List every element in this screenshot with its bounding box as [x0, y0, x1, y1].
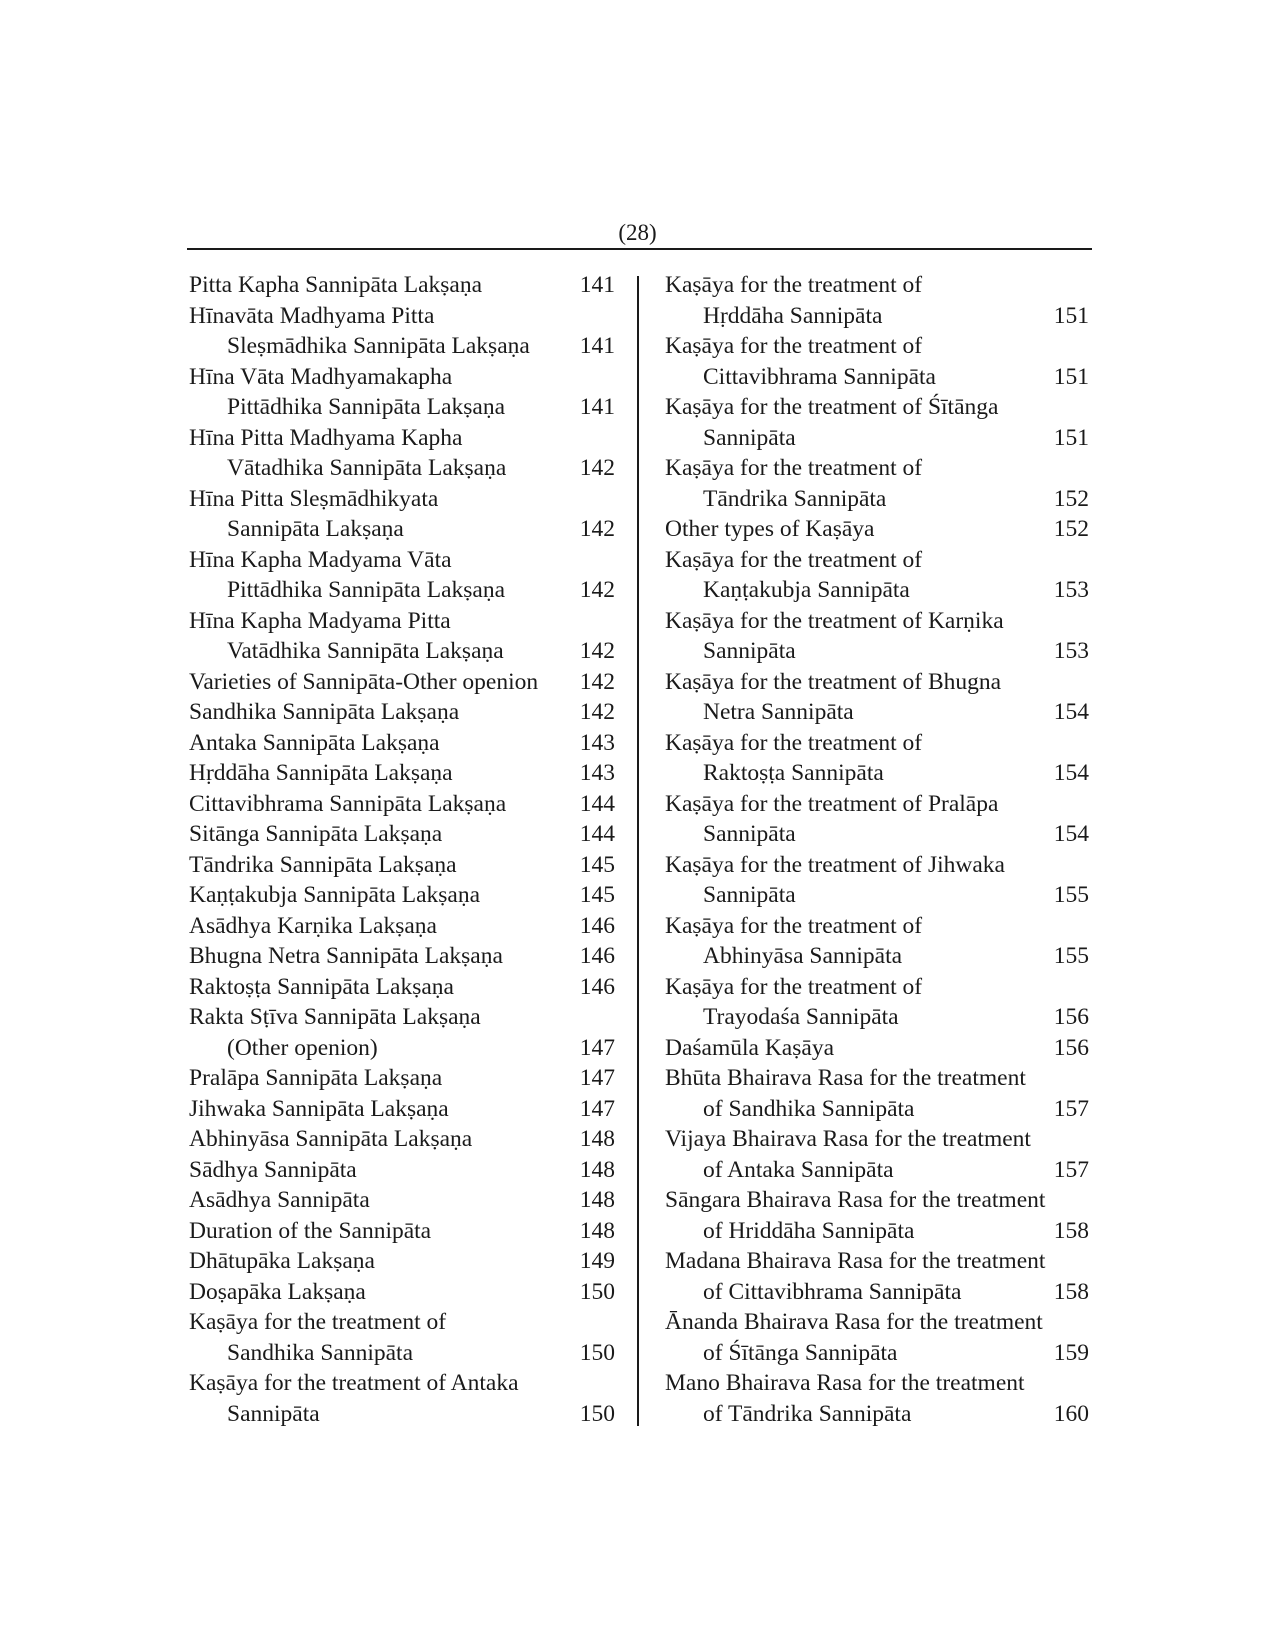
toc-entry-page: 141	[579, 333, 615, 359]
toc-entry	[189, 423, 615, 484]
toc-entry-page: 158	[1053, 1278, 1089, 1305]
toc-entry-page: 159	[1053, 1339, 1089, 1366]
toc-entry-page: 151	[1053, 363, 1089, 390]
toc-entry-title: Kaṣāya for the treatment of	[189, 1309, 447, 1335]
toc-entry-title: Pralāpa Sannipāta Lakṣaṇa	[189, 1065, 443, 1091]
toc-entry-title: Antaka Sannipāta Lakṣaṇa	[189, 729, 440, 756]
toc-entry-title: Rakta Sṭīva Sannipāta Lakṣaṇa	[189, 1004, 481, 1030]
toc-entry	[189, 880, 615, 911]
toc-entry	[665, 1185, 1089, 1246]
toc-entry-page: 143	[579, 760, 615, 786]
toc-right-column	[665, 270, 1089, 1429]
toc-entry-title: Cittavibhrama Sannipāta	[703, 363, 936, 390]
toc-entry-title: Kaṣāya for the treatment of	[665, 973, 923, 1000]
toc-entry	[665, 972, 1089, 1033]
toc-entry	[189, 606, 615, 667]
toc-entry-title: Jihwaka Sannipāta Lakṣaṇa	[189, 1095, 449, 1122]
toc-entry	[665, 270, 1089, 331]
toc-entry-page: 144	[579, 790, 615, 817]
toc-entry-title: Vijaya Bhairava Rasa for the treatment	[665, 1126, 1031, 1152]
toc-entry	[665, 667, 1089, 728]
toc-entry	[665, 728, 1089, 789]
toc-entry-title: Cittavibhrama Sannipāta Lakṣaṇa	[189, 790, 507, 817]
toc-entry	[189, 667, 615, 698]
toc-entry-title: Hīna Kapha Madyama Vāta	[189, 546, 452, 573]
toc-entry	[189, 1002, 615, 1063]
toc-entry-page: 153	[1053, 638, 1089, 664]
toc-entry-title: Asādhya Sannipāta	[189, 1187, 370, 1213]
toc-entry-title: Doṣapāka Lakṣaṇa	[189, 1278, 366, 1305]
toc-entry-title: Tāndrika Sannipāta	[703, 485, 887, 512]
toc-entry-title: Kaṇṭakubja Sannipāta	[703, 577, 910, 603]
toc-entry-title: Sandhika Sannipāta Lakṣaṇa	[189, 699, 460, 725]
toc-entry-title: Sitānga Sannipāta Lakṣaṇa	[189, 821, 443, 847]
toc-entry-page: 147	[579, 1095, 615, 1122]
toc-entry-title: Kaṣāya for the treatment of	[665, 455, 923, 481]
toc-entry-page: 156	[1053, 1004, 1089, 1030]
toc-entry-page: 154	[1053, 821, 1089, 847]
toc-entry	[665, 1246, 1089, 1307]
toc-entry-title: Sannipāta	[703, 638, 796, 664]
toc-entry	[189, 1368, 615, 1429]
toc-entry-title: Pittādhika Sannipāta Lakṣaṇa	[227, 577, 506, 603]
toc-entry	[665, 514, 1089, 545]
toc-entry-page: 147	[579, 1034, 615, 1061]
toc-entry	[665, 1368, 1089, 1429]
toc-entry	[189, 301, 615, 362]
toc-entry-title: Hīna Kapha Madyama Pitta	[189, 607, 451, 634]
toc-entry-title: (Other openion)	[227, 1034, 378, 1061]
toc-entry-title: Sāngara Bhairava Rasa for the treatment	[665, 1187, 1046, 1213]
toc-entry-title: of Śītānga Sannipāta	[703, 1339, 898, 1366]
toc-entry-title: Vatādhika Sannipāta Lakṣaṇa	[227, 638, 504, 664]
toc-entry	[665, 331, 1089, 392]
toc-entry-title: Tāndrika Sannipāta Lakṣaṇa	[189, 851, 457, 878]
toc-entry-title: Kaṣāya for the treatment of	[665, 272, 923, 298]
toc-entry	[189, 697, 615, 728]
toc-entry-title: Mano Bhairava Rasa for the treatment	[665, 1370, 1025, 1396]
toc-entry	[189, 911, 615, 942]
toc-entry-page: 150	[579, 1339, 615, 1366]
toc-entry-page: 150	[579, 1400, 615, 1427]
toc-entry-page: 142	[579, 577, 615, 603]
toc-entry	[665, 911, 1089, 972]
toc-entry-title: Varieties of Sannipāta-Other openion	[189, 668, 539, 695]
toc-entry-page: 141	[579, 272, 615, 298]
toc-entry-title: of Hriddāha Sannipāta	[703, 1217, 915, 1244]
toc-entry-page: 154	[1053, 699, 1089, 725]
toc-entry	[189, 789, 615, 820]
toc-entry	[665, 789, 1089, 850]
toc-entry-page: 141	[579, 394, 615, 420]
column-divider	[637, 276, 639, 1426]
toc-entry-title: Bhūta Bhairava Rasa for the treatment	[665, 1065, 1026, 1091]
toc-entry-page: 142	[579, 668, 615, 695]
toc-entry-title: Duration of the Sannipāta	[189, 1217, 432, 1244]
toc-entry-page: 146	[579, 943, 615, 969]
toc-entry-title: Raktoṣṭa Sannipāta	[703, 760, 884, 786]
toc-entry	[189, 545, 615, 606]
toc-entry-title: Trayodaśa Sannipāta	[703, 1004, 899, 1030]
toc-entry	[189, 758, 615, 789]
toc-entry-page: 151	[1053, 424, 1089, 451]
toc-entry-title: of Tāndrika Sannipāta	[703, 1400, 912, 1427]
toc-entry-title: Pittādhika Sannipāta Lakṣaṇa	[227, 394, 506, 420]
toc-entry	[189, 1307, 615, 1368]
toc-entry	[189, 1094, 615, 1125]
header-rule	[187, 248, 1092, 250]
toc-entry-title: Sannipāta	[703, 821, 796, 847]
toc-entry-title: Hṛddāha Sannipāta Lakṣaṇa	[189, 760, 453, 786]
toc-entry-title: Vātadhika Sannipāta Lakṣaṇa	[227, 455, 507, 481]
toc-entry-title: Kaṣāya for the treatment of	[665, 729, 923, 756]
toc-entry	[189, 1246, 615, 1277]
toc-entry-title: Hīna Vāta Madhyamakapha	[189, 363, 453, 390]
toc-entry-title: Kaṇṭakubja Sannipāta Lakṣaṇa	[189, 882, 481, 908]
toc-entry	[665, 1307, 1089, 1368]
toc-entry-page: 147	[579, 1065, 615, 1091]
toc-entry-page: 155	[1053, 943, 1089, 969]
toc-entry-page: 160	[1053, 1400, 1089, 1427]
toc-entry	[189, 941, 615, 972]
toc-entry-title: Sannipāta Lakṣaṇa	[227, 516, 404, 542]
toc-entry-title: Kaṣāya for the treatment of Antaka	[189, 1370, 519, 1396]
toc-entry	[189, 850, 615, 881]
toc-entry-page: 146	[579, 912, 615, 939]
toc-entry-page: 154	[1053, 760, 1089, 786]
toc-entry-page: 142	[579, 638, 615, 664]
toc-entry	[665, 1063, 1089, 1124]
toc-entry-title: Madana Bhairava Rasa for the treatment	[665, 1248, 1046, 1274]
toc-entry-page: 145	[579, 851, 615, 878]
toc-entry	[189, 1277, 615, 1308]
toc-entry-title: Netra Sannipāta	[703, 699, 854, 725]
toc-entry-title: Kaṣāya for the treatment of Jihwaka	[665, 851, 1005, 878]
toc-entry	[189, 728, 615, 759]
toc-entry-page: 155	[1053, 882, 1089, 908]
toc-entry	[665, 392, 1089, 453]
toc-entry-page: 151	[1053, 302, 1089, 329]
toc-entry-title: Abhinyāsa Sannipāta Lakṣaṇa	[189, 1126, 473, 1152]
toc-entry-title: Bhugna Netra Sannipāta Lakṣaṇa	[189, 943, 503, 969]
toc-entry	[665, 1033, 1089, 1064]
toc-entry-page: 150	[579, 1278, 615, 1305]
toc-entry	[189, 1124, 615, 1155]
toc-entry-title: Dhātupāka Lakṣaṇa	[189, 1248, 375, 1274]
toc-entry-title: Kaṣāya for the treatment of Śītānga	[665, 394, 999, 420]
toc-entry-title: Pitta Kapha Sannipāta Lakṣaṇa	[189, 272, 483, 298]
toc-entry-page: 156	[1053, 1034, 1089, 1061]
toc-entry-page: 142	[579, 455, 615, 481]
toc-entry-title: Kaṣāya for the treatment of Karṇika	[665, 607, 1004, 634]
toc-entry-title: Kaṣāya for the treatment of Pralāpa	[665, 790, 999, 817]
toc-entry-page: 142	[579, 516, 615, 542]
toc-entry-page: 148	[579, 1156, 615, 1183]
toc-entry-title: Asādhya Karṇika Lakṣaṇa	[189, 912, 437, 939]
toc-entry-page: 145	[579, 882, 615, 908]
toc-entry	[189, 1185, 615, 1216]
toc-entry-page: 146	[579, 973, 615, 1000]
toc-entry	[189, 972, 615, 1003]
toc-left-column	[189, 270, 615, 1429]
toc-entry-title: Kaṣāya for the treatment of	[665, 912, 923, 939]
toc-entry	[665, 850, 1089, 911]
toc-entry-page: 157	[1053, 1156, 1089, 1183]
toc-entry-page: 148	[579, 1217, 615, 1244]
toc-entry-title: Sleṣmādhika Sannipāta Lakṣaṇa	[227, 333, 530, 359]
toc-entry-page: 149	[579, 1248, 615, 1274]
toc-entry-title: of Antaka Sannipāta	[703, 1156, 894, 1183]
toc-entry	[189, 1063, 615, 1094]
toc-entry-page: 157	[1053, 1095, 1089, 1122]
toc-entry-page: 153	[1053, 577, 1089, 603]
toc-entry-page: 152	[1053, 485, 1089, 512]
toc-entry-title: Hīna Pitta Madhyama Kapha	[189, 424, 463, 451]
toc-entry-title: Hīna Pitta Sleṣmādhikyata	[189, 485, 439, 512]
toc-entry-title: Daśamūla Kaṣāya	[665, 1034, 834, 1061]
toc-entry-title: Hṛddāha Sannipāta	[703, 302, 883, 329]
toc-entry	[189, 362, 615, 423]
toc-entry-page: 152	[1053, 516, 1089, 542]
toc-entry-title: of Sandhika Sannipāta	[703, 1095, 915, 1122]
toc-entry-page: 158	[1053, 1217, 1089, 1244]
toc-entry	[189, 1155, 615, 1186]
toc-entry-title: Kaṣāya for the treatment of	[665, 546, 923, 573]
toc-entry-title: Kaṣāya for the treatment of	[665, 333, 923, 359]
toc-entry-title: Sannipāta	[703, 882, 796, 908]
toc-entry-title: Sannipāta	[703, 424, 796, 451]
toc-entry	[665, 1124, 1089, 1185]
page-number: (28)	[618, 220, 657, 245]
toc-entry	[665, 606, 1089, 667]
toc-entry	[665, 545, 1089, 606]
toc-entry	[189, 270, 615, 301]
toc-entry-title: Hīnavāta Madhyama Pitta	[189, 302, 435, 329]
toc-entry	[189, 1216, 615, 1247]
toc-entry	[665, 453, 1089, 514]
toc-entry	[189, 484, 615, 545]
toc-entry-page: 144	[579, 821, 615, 847]
toc-entry-page: 148	[579, 1126, 615, 1152]
toc-entry-title: Other types of Kaṣāya	[665, 516, 875, 542]
toc-entry-title: of Cittavibhrama Sannipāta	[703, 1278, 962, 1305]
toc-entry-title: Ānanda Bhairava Rasa for the treatment	[665, 1309, 1043, 1335]
toc-entry-title: Kaṣāya for the treatment of Bhugna	[665, 668, 1002, 695]
toc-entry-page: 143	[579, 729, 615, 756]
toc-entry-title: Sandhika Sannipāta	[227, 1339, 414, 1366]
toc-entry-title: Sādhya Sannipāta	[189, 1156, 357, 1183]
toc-entry-title: Sannipāta	[227, 1400, 320, 1427]
toc-entry-title: Abhinyāsa Sannipāta	[703, 943, 903, 969]
toc-entry-page: 148	[579, 1187, 615, 1213]
toc-entry-title: Raktoṣṭa Sannipāta Lakṣaṇa	[189, 973, 454, 1000]
toc-entry-page: 142	[579, 699, 615, 725]
toc-entry	[189, 819, 615, 850]
